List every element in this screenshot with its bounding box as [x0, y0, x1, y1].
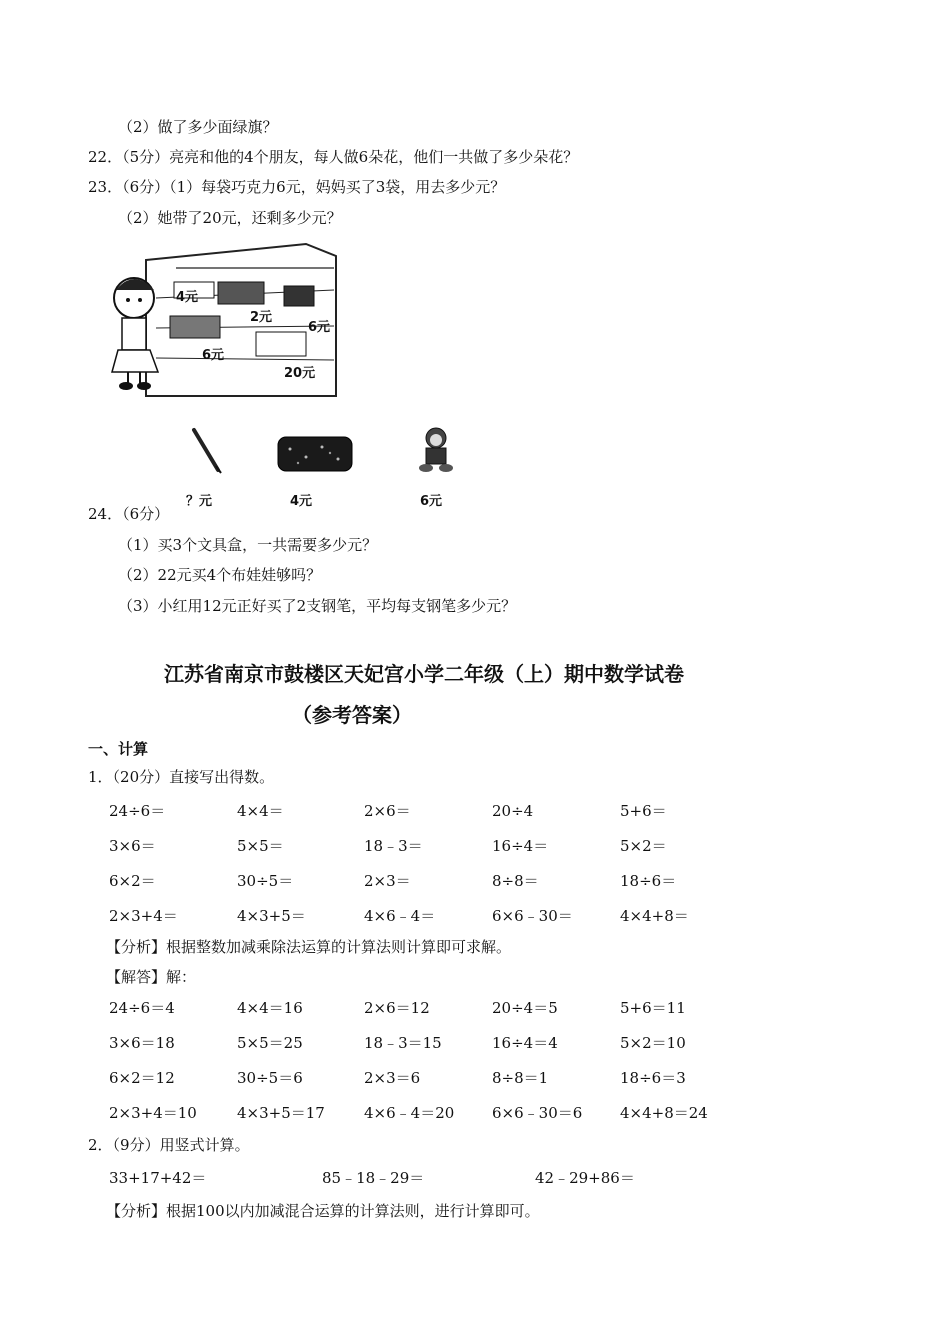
answer-title: 江苏省南京市鼓楼区天妃宫小学二年级（上）期中数学试卷: [164, 662, 684, 686]
q24-part1: （1）买3个文具盒，一共需要多少元？: [118, 536, 378, 554]
shop-price-4: 6元: [202, 348, 225, 363]
pen-icon: [188, 426, 228, 476]
solution-cell: 4×4+8＝24: [620, 1104, 708, 1122]
problem-cell: 24÷6＝: [109, 802, 166, 820]
problem-cell: 30÷5＝: [237, 872, 294, 890]
shop-price-5: 20元: [284, 366, 316, 381]
solution-cell: 8÷8＝1: [492, 1069, 549, 1087]
problem-cell: 3×6＝: [109, 837, 156, 855]
solution-cell: 5+6＝11: [620, 999, 686, 1017]
problem-cell: 4×4+8＝: [620, 907, 689, 925]
q24-part3: （3）小红用12元正好买了2支钢笔，平均每支钢笔多少元？: [118, 597, 517, 615]
solution-cell: 30÷5＝6: [237, 1069, 303, 1087]
solution-cell: 2×3+4＝10: [109, 1104, 197, 1122]
solution-cell: 16÷4＝4: [492, 1034, 558, 1052]
shop-price-2: 2元: [250, 310, 273, 325]
problem-cell: 18﹣3＝: [364, 837, 423, 855]
problem-cell: 6×2＝: [109, 872, 156, 890]
q23-part1: 23．（6分）（1）每袋巧克力6元，妈妈买了3袋，用去多少元？: [88, 178, 506, 196]
solution-cell: 6×6﹣30＝6: [492, 1104, 583, 1122]
solution-cell: 4×4＝16: [237, 999, 303, 1017]
solution-cell: 18﹣3＝15: [364, 1034, 442, 1052]
shop-price-3: 6元: [308, 320, 331, 335]
problem-cell: 5×5＝: [237, 837, 284, 855]
solution-cell: 24÷6＝4: [109, 999, 175, 1017]
answer-subtitle: （参考答案）: [292, 703, 412, 727]
shop-illustration: [106, 238, 340, 398]
problem-cell: 4×4＝: [237, 802, 284, 820]
problem-cell: 2×3+4＝: [109, 907, 178, 925]
problem-cell: 4×3+5＝: [237, 907, 306, 925]
problem-cell: 20÷4: [492, 802, 534, 820]
problem-cell: 6×6﹣30＝: [492, 907, 573, 925]
q2-analysis: 【分析】根据100以内加减混合运算的计算法则，进行计算即可。: [106, 1202, 540, 1220]
problem-cell: 16÷4＝: [492, 837, 549, 855]
pen-price: ？元: [186, 494, 213, 509]
solution-cell: 3×6＝18: [109, 1034, 175, 1052]
solution-cell: 18÷6＝3: [620, 1069, 686, 1087]
problem-cell: 2×3＝: [364, 872, 411, 890]
vertical-problem: 42﹣29+86＝: [535, 1169, 635, 1187]
q23-part2: （2）她带了20元，还剩多少元？: [118, 209, 342, 227]
q21-part2: （2）做了多少面绿旗？: [118, 118, 278, 136]
problem-cell: 4×6﹣4＝: [364, 907, 436, 925]
solution-cell: 2×3＝6: [364, 1069, 421, 1087]
doll-icon: [414, 424, 458, 474]
q1-analysis: 【分析】根据整数加减乘除法运算的计算法则计算即可求解。: [106, 938, 512, 956]
q2-head: 2．（9分）用竖式计算。: [88, 1136, 250, 1154]
solution-cell: 6×2＝12: [109, 1069, 175, 1087]
solution-cell: 5×2＝10: [620, 1034, 686, 1052]
section-title: 一、计算: [88, 740, 149, 758]
solution-cell: 2×6＝12: [364, 999, 430, 1017]
vertical-problem: 85﹣18﹣29＝: [322, 1169, 425, 1187]
q1-head: 1．（20分）直接写出得数。: [88, 768, 275, 786]
solution-cell: 4×3+5＝17: [237, 1104, 325, 1122]
solution-cell: 20÷4＝5: [492, 999, 558, 1017]
pencil-case-icon: [276, 435, 354, 473]
problem-cell: 8÷8＝: [492, 872, 539, 890]
q24-part2: （2）22元买4个布娃娃够吗？: [118, 566, 322, 584]
solution-cell: 4×6﹣4＝20: [364, 1104, 455, 1122]
q24-head: 24．（6分）: [88, 505, 170, 523]
problem-cell: 2×6＝: [364, 802, 411, 820]
shop-price-1: 4元: [176, 290, 199, 305]
doll-price: 6元: [420, 494, 443, 509]
vertical-problem: 33+17+42＝: [109, 1169, 207, 1187]
q22-text: 22．（5分）亮亮和他的4个朋友，每人做6朵花，他们一共做了多少朵花？: [88, 148, 579, 166]
problem-cell: 5+6＝: [620, 802, 667, 820]
solution-cell: 5×5＝25: [237, 1034, 303, 1052]
q1-solution-label: 【解答】解：: [106, 968, 197, 986]
problem-cell: 5×2＝: [620, 837, 667, 855]
problem-cell: 18÷6＝: [620, 872, 677, 890]
pencil-case-price: 4元: [290, 494, 313, 509]
